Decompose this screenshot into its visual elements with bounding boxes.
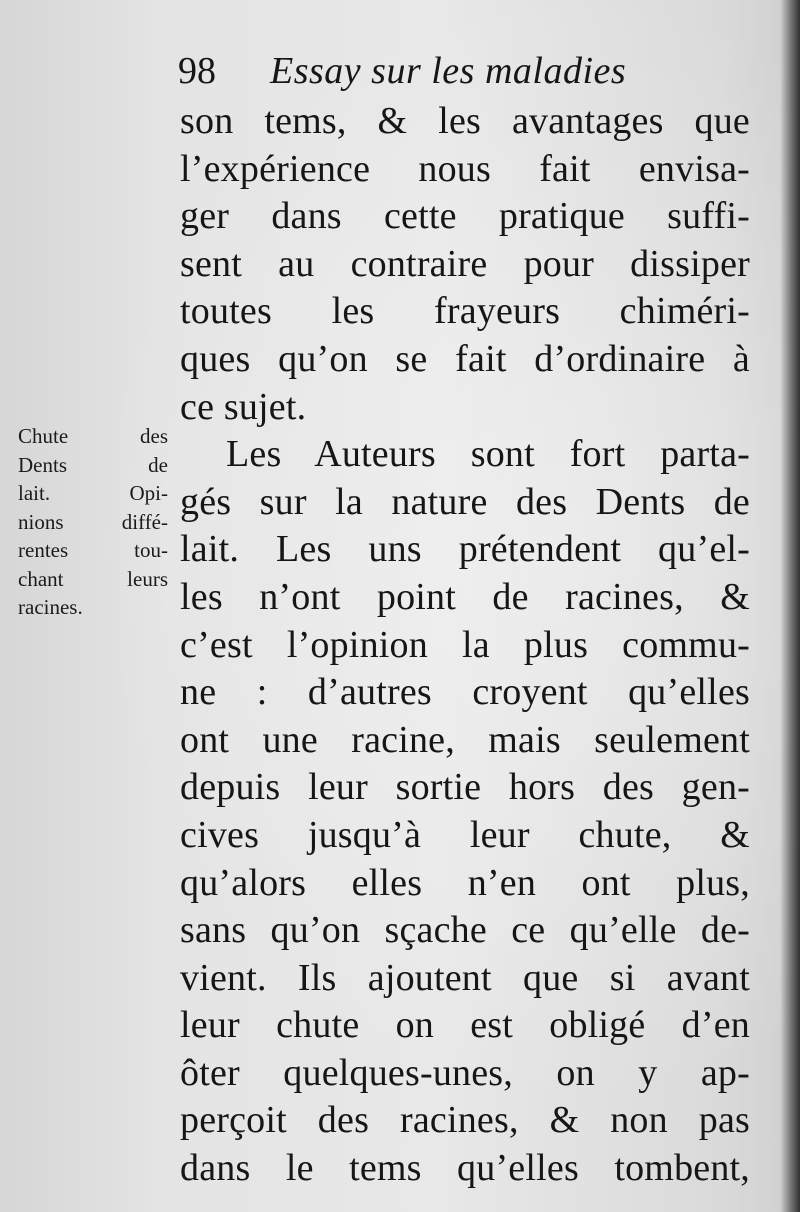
margin-note-line: Chute des [18, 424, 168, 448]
text-line: ont une racine, mais seulement [180, 718, 750, 761]
text-line: sans qu’on sçache ce qu’elle de- [180, 909, 750, 952]
text-line: c’est l’opinion la plus commu- [180, 623, 750, 666]
text-line: dans le tems qu’elles tombent, [180, 1147, 750, 1190]
text-line: depuis leur sortie hors des gen- [180, 766, 750, 809]
margin-note-line: rentes tou- [18, 538, 168, 562]
margin-note [18, 422, 178, 622]
text-line: sent au contraire pour dissiper [180, 242, 750, 285]
margin-note-line: chant leurs [18, 566, 168, 591]
margin-note-line: lait. Opi- [18, 481, 168, 505]
text-line: leur chute on est obligé d’en [180, 1004, 750, 1047]
margin-note-line: Dents de [18, 452, 168, 477]
text-line: toutes les frayeurs chiméri- [180, 290, 750, 333]
text-line: ques qu’on se fait d’ordinaire à [180, 337, 750, 380]
text-line: perçoit des racines, & non pas [180, 1099, 750, 1142]
page-number: 98 [178, 50, 216, 92]
text-line: ce sujet. [180, 385, 307, 428]
text-line: ne : d’autres croyent qu’elles [180, 671, 750, 714]
margin-note-line: nions diffé- [18, 509, 168, 534]
body-text [180, 98, 750, 1193]
text-line: cives jusqu’à leur chute, & [180, 813, 750, 856]
text-line: qu’alors elles n’en ont plus, [180, 861, 750, 904]
paragraph-start-line: Les Auteurs sont fort parta- [226, 433, 750, 476]
running-title: Essay sur les maladies [270, 50, 627, 92]
text-line: l’expérience nous fait envisa- [180, 147, 750, 190]
text-line: lait. Les uns prétendent qu’el- [180, 528, 750, 571]
text-line: son tems, & les avantages que [180, 100, 750, 142]
text-line: gés sur la nature des Dents de [180, 480, 750, 523]
text-line: vient. Ils ajoutent que si avant [180, 956, 750, 999]
text-line: ger dans cette pratique suffi- [180, 195, 750, 238]
page-header [178, 42, 758, 98]
text-line: les n’ont point de racines, & [180, 575, 750, 618]
margin-note-line: racines. [18, 595, 83, 619]
text-line: ôter quelques-unes, on y ap- [180, 1051, 750, 1094]
page-edge-shadow [780, 0, 800, 1212]
